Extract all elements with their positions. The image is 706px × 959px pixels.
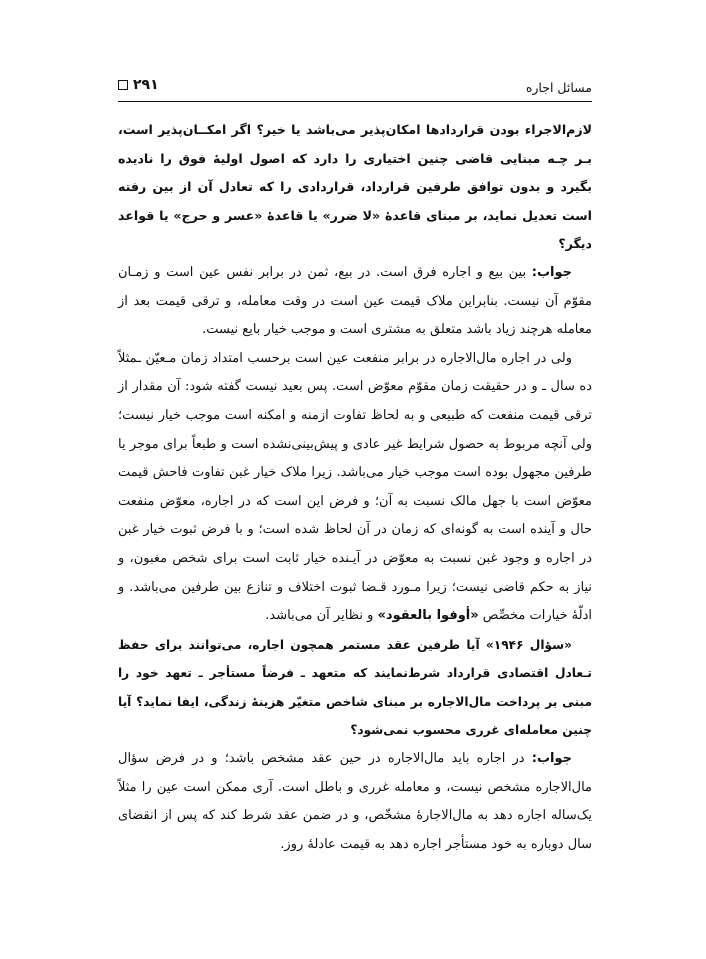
header-rule [118,101,592,102]
paragraph-2-ending: و نظایر آن می‌باشد. [265,608,378,624]
running-title: مسائل اجاره [525,80,592,95]
page-number: ۲۹۱ [133,77,159,93]
paragraph-2 [118,345,592,631]
question-1-continuation: لازم‌الاجراء بودن قراردادها امکان‌پذیر می‌باشد یا خیر؟ اگر امکــان‌پذیر است، بـر چـه مبنایی قاضی چنین اختیاری را دارد که اصول اولیهٔ فوق را نادیده بگیرد و بدون توافق طرفین قرارداد، قراردادی را که تعادل آن از بین رفته است تعدیل نماید، بر مبنای قاعدهٔ «لا ضرر» یا قاعدهٔ «عسر و حرج» یا قواعد دیگر؟ [118,122,592,252]
answer-2-label: جواب: [531,751,572,767]
answer-1-text: بین بیع و اجاره فرق است. در بیع، ثمن در برابر نفس عین است و زمـان مقوّم آن نیست. بنابراین ملاک قیمت عین است در وقت معامله، و ترقی قیمت بعد از معامله هرچند زیاد باشد متعلق به مشتری است و موجب خیار بایع نیست. [118,264,592,338]
answer-1-label: جواب: [531,264,572,280]
question-2: «سؤال ۱۹۴۶» آیا طرفین عقد مستمر همچون اجاره، می‌توانند برای حفظ تـعادل اقتصادی قرارداد شرط‌نمایند که متعهد ـ فرضاً مستأجر ـ تعهد خود را مبنی بر پرداخت مال‌الاجاره بر مبنای شاخص متغیّر هزینهٔ زندگی، ایفا نماید؟ آیا چنین معامله‌ای غرری محسوب نمی‌شود؟ [118,637,592,738]
quran-citation: «أوفوا بالعقود» [377,608,479,624]
square-ornament-icon [118,80,128,90]
page-number-group [118,77,159,93]
answer-2 [118,745,592,859]
page-body [118,116,592,859]
answer-2-text: در اجاره باید مال‌الاجاره در حین عقد مشخص باشد؛ و در فرض سؤال مال‌الاجاره مشخص نیست، و معامله غرری و باطل است. آری ممکن است عین را مثلاً یک‌ساله اجاره دهد به مال‌الاجارهٔ مشخّص، و در ضمن عقد شرط کند که پس از انقضای سال دوباره به خود مستأجر اجاره دهد به قیمت عادلهٔ روز. [118,751,592,852]
page-header [118,74,592,100]
answer-1 [118,259,592,345]
paragraph-2-text: ولی در اجاره مال‌الاجاره در برابر منفعت عین است برحسب امتداد زمان مـعیّن ـمثلاً ده سال ـ و در حقیقت زمان مقوّم معوّض است. پس بعید نیست گفته شود: آن مقدار از ترقی قیمت منفعت که طبیعی و به لحاظ تفاوت ازمنه و امکنه است موجب خیار نیست؛ ولی آنچه مربوط به حصول شرایط غیر عادی و پیش‌بینی‌نشده است و طبعاً برای موجر یا طرفین مجهول بوده است موجب خیار می‌باشد. زیرا ملاک خیار غبن تفاوت فاحش قیمت معوّض است با جهل مالک نسبت به آن؛ و فرض این است که در اجاره، معوّض منفعت حال و آینده است به گونه‌ای که زمان در آن لحاظ شده است؛ و با فرض ثبوت خیار غبن در اجاره و وجود غبن نسبت به معوّض در آیـنده خیار ثابت است برای شخص مغبون، و نیاز به حکم قاضی نیست؛ زیرا مـورد قـضا ثبوت اختلاف و تنازع بین طرفین می‌باشد. و ادلّهٔ خیارات مخصِّص [118,350,592,624]
